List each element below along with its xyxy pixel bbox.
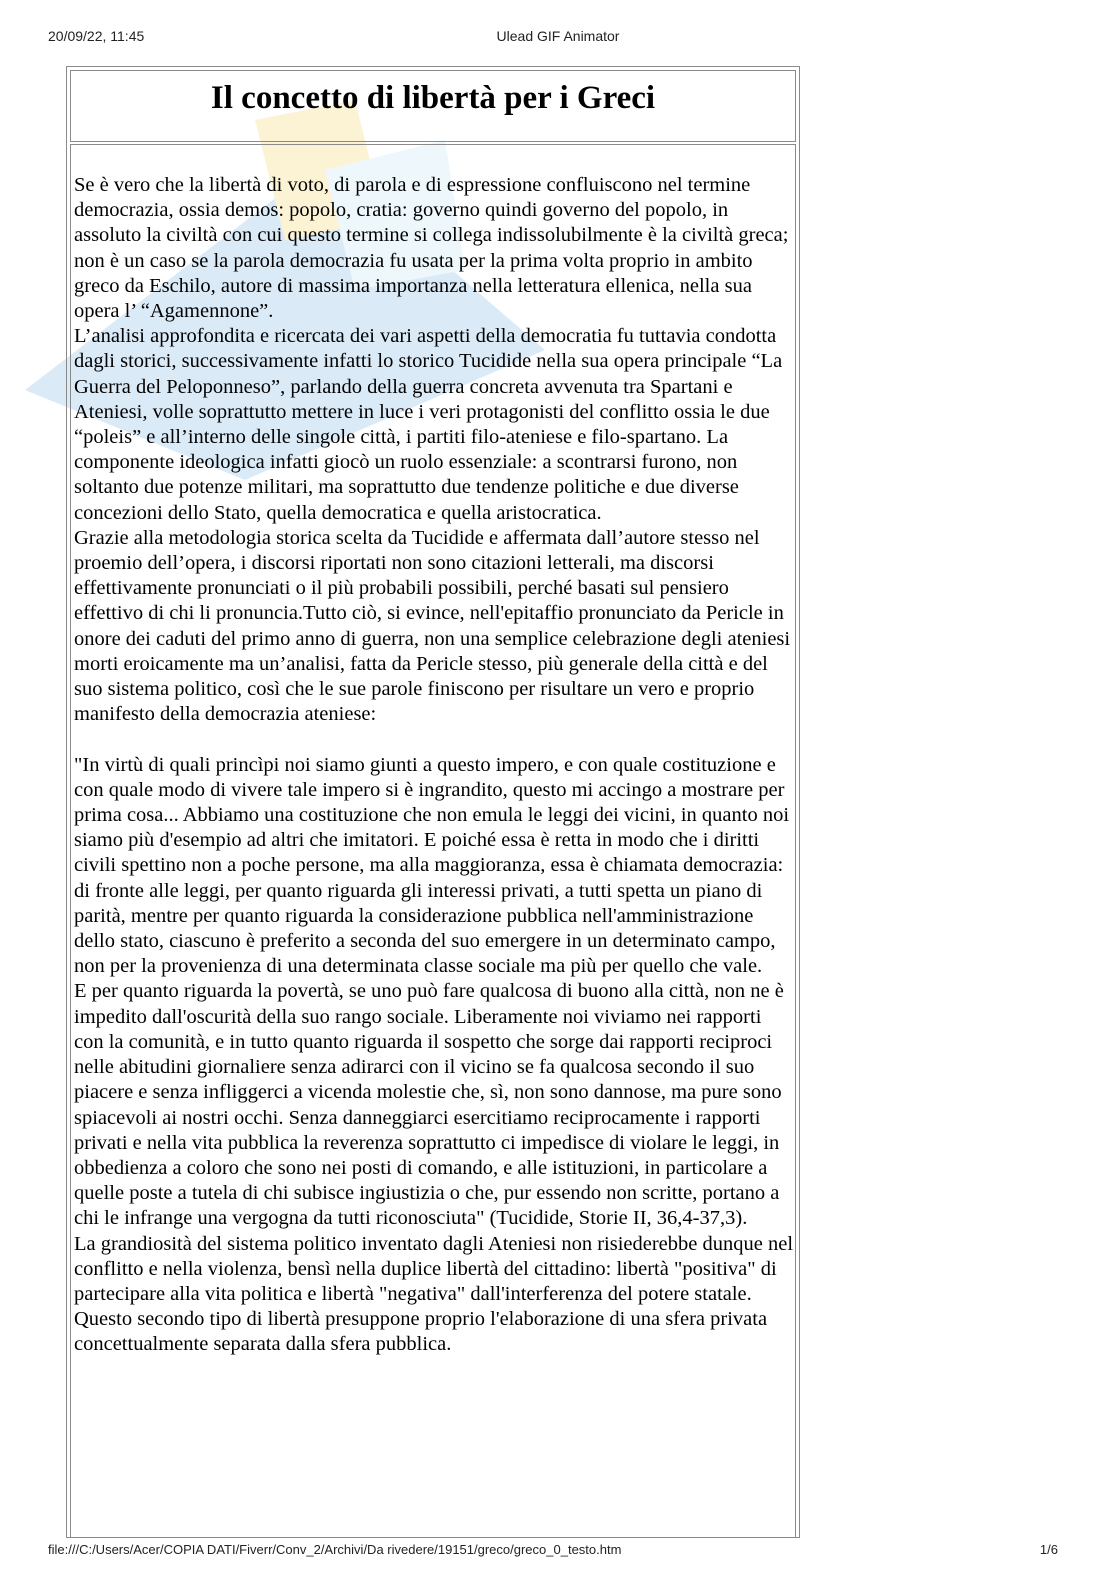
- paragraph: La grandiosità del sistema politico inventato dagli Ateniesi non risiederebbe dunque nel conflitto e nella violenza, bensì nella duplice libertà del cittadino: libertà "positiva" di partecipare alla vita politica e libertà "negativa" dall'interferenza del potere statale. Questo secondo tipo di libertà presuppone proprio l'elaborazione di una sfera privata concettualmente separata dalla sfera pubblica.: [74, 1232, 794, 1356]
- paragraph-gap: [74, 727, 794, 752]
- print-datetime: 20/09/22, 11:45: [48, 28, 145, 44]
- file-path: file:///C:/Users/Acer/COPIA DATI/Fiverr/Conv_2/Archivi/Da rivedere/19151/greco/greco_0_testo.htm: [48, 1542, 622, 1557]
- print-footer: [48, 1542, 1068, 1562]
- print-header: [48, 28, 1068, 48]
- document-title: Il concetto di libertà per i Greci: [210, 80, 656, 116]
- document-body: [74, 173, 794, 1358]
- paragraph: Grazie alla metodologia storica scelta da Tucidide e affermata dall’autore stesso nel proemio dell’opera, i discorsi riportati non sono citazioni letterali, ma discorsi effettivamente pronunciati o il più probabili possibili, perché basati sul pensiero effettivo di chi li pronuncia.Tutto ciò, si evince, nell'epitaffio pronunciato da Pericle in onore dei caduti del primo anno di guerra, non una semplice celebrazione degli ateniesi morti eroicamente ma un’analisi, fatta da Pericle stesso, più generale della città e del suo sistema politico, così che le sue parole finiscono per risultare un vero e proprio manifesto della democrazia ateniese:: [74, 526, 791, 726]
- page-number: 1/6: [1039, 1542, 1058, 1557]
- paragraph: Se è vero che la libertà di voto, di parola e di espressione confluiscono nel termine democrazia, ossia demos: popolo, cratia: governo quindi governo del popolo, in assoluto la civiltà con cui questo termine si collega indissolubilmente è la civiltà greca; non è un caso se la parola democrazia fu usata per la prima volta proprio in ambito greco da Eschilo, autore di massima importanza nella letteratura ellenica, nella sua opera l’ “Agamennone”.: [74, 174, 789, 323]
- quote-paragraph: E per quanto riguarda la povertà, se uno può fare qualcosa di buono alla città, non ne è impedito dall'oscurità della suo rango sociale. Liberamente noi viviamo nei rapporti con la comunità, e in tutto quanto riguarda il sospetto che sorge dai rapporti reciproci nelle abitudini giornaliere senza adirarci con il vicino se fa qualcosa secondo il suo piacere e senza infliggerci a vicenda molestie che, sì, non sono dannose, ma pure sono spiacevoli ai nostri occhi. Senza danneggiarci esercitiamo reciprocamente i rapporti privati e nella vita pubblica la reverenza soprattutto ci impedisce di violare le leggi, in obbedienza a coloro che sono nei posti di comando, e alle istituzioni, in particolare a quelle poste a tutela di chi subisce ingiustizia o che, pur essendo non scritte, portano a chi le infrange una vergogna da tutti riconosciuta" (Tucidide, Storie II, 36,4-37,3).: [74, 980, 784, 1230]
- print-page-title: Ulead GIF Animator: [496, 28, 620, 44]
- title-cell: [70, 70, 796, 142]
- quote-paragraph: "In virtù di quali princìpi noi siamo giunti a questo impero, e con quale costituzione e con quale modo di vivere tale impero si è ingrandito, questo mi accingo a mostrare per prima cosa... Abbiamo una costituzione che non emula le leggi dei vicini, in quanto noi siamo più d'esempio ad altri che imitatori. E poiché essa è retta in modo che i diritti civili spettino non a poche persone, ma alla maggioranza, essa è chiamata democrazia: di fronte alle leggi, per quanto riguarda gli interessi privati, a tutti spetta un piano di parità, mentre per quanto riguarda la considerazione pubblica nell'amministrazione dello stato, ciascuno è preferito a seconda del suo emergere in un determinato campo, non per la provenienza di una determinata classe sociale ma più per quello che vale.: [74, 753, 790, 978]
- body-cell: [70, 144, 796, 1537]
- paragraph: L’analisi approfondita e ricercata dei vari aspetti della democratia fu tuttavia condotta dagli storici, successivamente infatti lo storico Tucidide nella sua opera principale “La Guerra del Peloponneso”, parlando della guerra concreta avvenuta tra Spartani e Ateniesi, volle soprattutto mettere in luce i veri protagonisti del conflitto ossia le due “poleis” e all’interno delle singole città, i partiti filo-ateniese e filo-spartano. La componente ideologica infatti giocò un ruolo essenziale: a scontrarsi furono, non soltanto due potenze militari, ma soprattutto due tendenze politiche e due diverse concezioni dello Stato, quella democratica e quella aristocratica.: [74, 325, 783, 524]
